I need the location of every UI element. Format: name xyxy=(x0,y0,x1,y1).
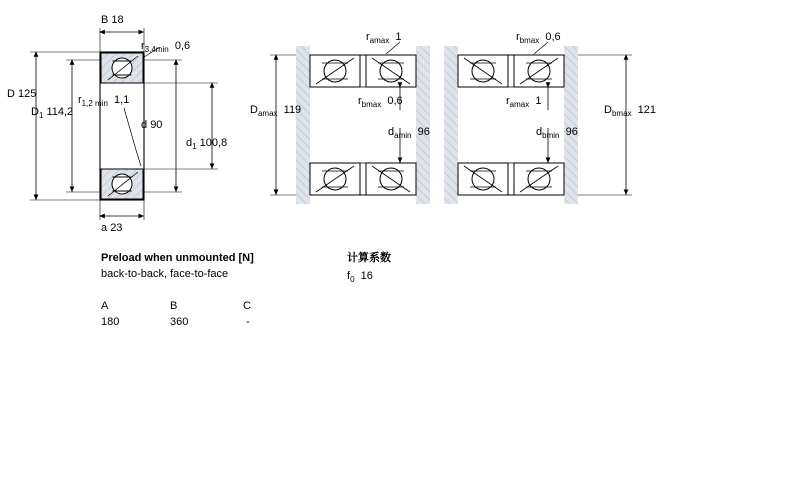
calculation-factor: $f_0$ 16 xyxy=(347,270,373,285)
label-r34min: $r_{3,4min}$ 0,6 xyxy=(141,40,191,55)
calculation-title: 计算系数 xyxy=(347,252,391,264)
left-bearing-section xyxy=(30,28,218,220)
preload-value-b: 360 xyxy=(170,316,189,328)
preload-col-header-c: C xyxy=(243,300,251,312)
label-B: B 18 xyxy=(101,14,124,26)
label-damin: $d_{amin}$ 96 xyxy=(388,126,430,141)
preload-value-c: - xyxy=(246,316,250,328)
label-dbmin: $d_{bmin}$ 96 xyxy=(536,126,578,141)
preload-col-header-b: B xyxy=(170,300,178,312)
label-D1: $D_1$ 114,2 xyxy=(31,106,74,121)
label-Damax: $D_{amax}$ 119 xyxy=(250,104,302,119)
preload-title: Preload when unmounted [N] xyxy=(101,252,254,264)
label-D: D 125 xyxy=(7,88,37,100)
right-paired-bearing-section xyxy=(270,42,632,204)
label-Dbmax: $D_{bmax}$ 121 xyxy=(604,104,656,119)
label-d1: $d_1$ 100,8 xyxy=(186,137,228,152)
label-ramax-top: $r_{amax}$ 1 xyxy=(366,31,402,46)
label-rbmax-mid: $r_{bmax}$ 0,6 xyxy=(358,95,403,110)
label-ramax-mid: $r_{amax}$ 1 xyxy=(506,95,542,110)
preload-subtitle: back-to-back, face-to-face xyxy=(101,268,229,280)
preload-value-a: 180 xyxy=(101,316,120,328)
label-r12min: $r_{1,2 min}$ 1,1 xyxy=(78,94,130,109)
preload-col-header-a: A xyxy=(101,300,109,312)
label-d: d 90 xyxy=(141,119,163,131)
label-a: a 23 xyxy=(101,222,123,234)
label-rbmax-top: $r_{bmax}$ 0,6 xyxy=(516,31,561,46)
